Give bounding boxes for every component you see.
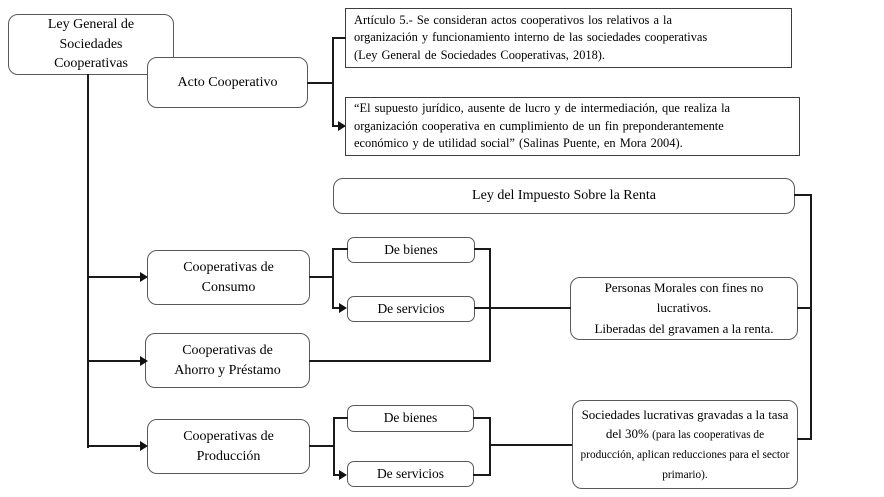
connector-acto-to-articulo5 — [332, 37, 346, 39]
node-label-line: Cooperativas de — [183, 428, 274, 444]
arrowhead-consumo-servicios-icon — [339, 303, 347, 313]
node-text-line: Personas Morales con fines no lucrativos. — [604, 280, 764, 316]
connector-right-spine — [810, 194, 812, 440]
connector-consumo-to-servicios — [332, 307, 339, 309]
node-personas-morales — [570, 277, 798, 340]
node-label: De bienes — [384, 241, 438, 257]
node-ley-impuesto-sobre-renta — [333, 178, 795, 214]
connector-consumo-out — [309, 276, 334, 278]
note-text-line: (Ley General de Sociedades Cooperativas, 2018). — [354, 47, 606, 62]
node-cooperativas-ahorro-prestamo — [145, 333, 310, 388]
arrowhead-supuesto-icon — [338, 121, 346, 131]
note-text-line: organización cooperativa en cumplimiento de un fin preponderantemente — [354, 118, 724, 133]
connector-servicios2-out — [473, 474, 491, 476]
connector-branch-ahorro — [87, 360, 142, 362]
node-cooperativas-produccion — [147, 419, 310, 474]
connector-consumo-to-bienes — [332, 248, 348, 250]
node-label-line: Cooperativas de — [183, 259, 274, 275]
note-text-line: “El supuesto jurídico, ausente de lucro y de intermediación, que realiza la — [354, 101, 731, 116]
arrowhead-produccion-servicios-icon — [339, 470, 347, 480]
connector-impuesto-to-spine — [794, 194, 812, 196]
node-acto-cooperativo — [147, 57, 308, 108]
node-produccion-de-servicios — [347, 461, 474, 487]
node-text — [579, 405, 791, 484]
connector-personas-to-spine — [797, 307, 812, 309]
node-label-line: Ley General de — [47, 17, 135, 33]
node-produccion-de-bienes — [347, 405, 474, 432]
connector-to-sociedades-lucrativas — [489, 444, 572, 446]
connector-left-spine — [87, 74, 89, 448]
node-label: De bienes — [383, 410, 438, 426]
arrowhead-produccion-icon — [140, 441, 148, 451]
connector-produccion-bracket — [333, 417, 335, 476]
node-label: Acto Cooperativo — [177, 74, 278, 90]
node-label-line: Cooperativas — [54, 56, 128, 72]
node-label: De servicios — [377, 300, 445, 316]
note-text-line: económico y de utilidad social” (Salinas Puente, en Mora 2004). — [354, 136, 683, 151]
connector-branch-consumo — [87, 276, 142, 278]
connector-produccion-out — [309, 445, 335, 447]
connector-to-personas-morales — [474, 307, 571, 309]
note-text-line: Artículo 5.- Se consideran actos cooperativos los relativos a la — [354, 12, 672, 27]
connector-group1-bracket — [489, 248, 491, 362]
connector-sociedades-to-spine — [797, 438, 812, 440]
node-label-line: Ahorro y Préstamo — [174, 362, 281, 378]
node-text-detail: (para las cooperativas de producción, aplican reducciones para el sector primario). — [580, 429, 790, 482]
node-label-line: Sociedades — [59, 36, 123, 52]
arrowhead-consumo-icon — [140, 272, 148, 282]
note-text-line: organización y funcionamiento interno de las sociedades cooperativas — [354, 30, 708, 45]
connector-branch-produccion — [87, 445, 142, 447]
node-cooperativas-consumo — [147, 250, 310, 305]
note-articulo5 — [345, 8, 792, 68]
node-label-line: Cooperativas de — [182, 342, 273, 358]
node-text-main: Sociedades lucrativas gravadas a la tasa del 30% — [581, 406, 789, 442]
connector-acto-bracket — [332, 37, 334, 127]
node-label-line: Producción — [196, 448, 261, 464]
connector-consumo-bracket — [332, 248, 334, 309]
node-consumo-de-servicios — [347, 296, 475, 322]
node-label-line: Consumo — [201, 279, 256, 295]
node-sociedades-lucrativas — [572, 400, 798, 489]
connector-ahorro-out — [309, 360, 491, 362]
connector-group2-bracket — [489, 417, 491, 476]
node-consumo-de-bienes — [347, 237, 475, 263]
node-label: De servicios — [376, 465, 445, 481]
note-supuesto-juridico — [345, 97, 800, 156]
connector-acto-out — [307, 82, 334, 84]
arrowhead-ahorro-icon — [140, 356, 148, 366]
node-label: Ley del Impuesto Sobre la Renta — [472, 188, 656, 204]
connector-produccion-to-bienes — [333, 417, 348, 419]
node-text-line: Liberadas del gravamen a la renta. — [594, 320, 774, 336]
